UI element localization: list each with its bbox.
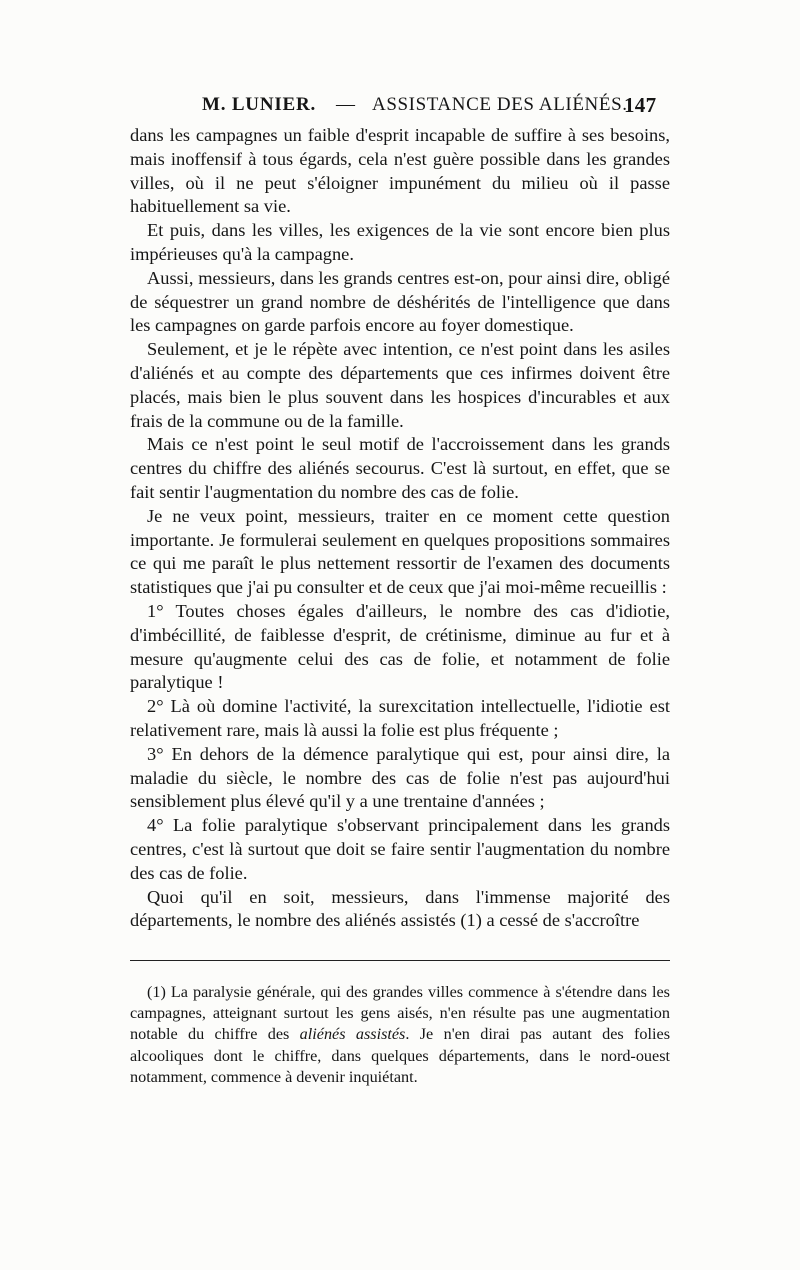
footnote-paragraph — [130, 982, 670, 1088]
paragraph: Je ne veux point, messieurs, traiter en ce moment cette question importante. Je formulerai seulement en quelques propositions sommaires ce qui me paraît le plus nettement ressortir de l'examen des documents statistiques que j'ai pu consulter et de ceux que j'ai moi-même recueillis : — [130, 505, 670, 598]
page-number: 147 — [624, 93, 657, 117]
body-text — [130, 124, 670, 933]
header-author: M. LUNIER. — [202, 94, 317, 115]
footnote-text-after: . Je n'en dirai pas autant des folies alcooliques dont le chiffre, dans quelques départements, dans le nord-ouest notamment, commence à devenir inquiétant. — [130, 1025, 670, 1086]
paragraph: 2° Là où domine l'activité, la surexcitation intellectuelle, l'idiotie est relativement rare, mais là aussi la folie est plus fréquente ; — [130, 696, 670, 740]
footnote — [130, 982, 670, 1088]
footnote-rule — [130, 960, 670, 961]
footnote-italic-term: aliénés assistés — [299, 1025, 406, 1044]
paragraph: 4° La folie paralytique s'observant principalement dans les grands centres, c'est là surtout que doit se faire sentir l'augmentation du nombre des cas de folie. — [130, 815, 670, 883]
paragraph: Et puis, dans les villes, les exigences de la vie sont encore bien plus impérieuses qu'à la campagne. — [130, 220, 670, 264]
paragraph: Mais ce n'est point le seul motif de l'accroissement dans les grands centres du chiffre des aliénés secourus. C'est là surtout, en effet, que se fait sentir l'augmentation du nombre des cas de folie. — [130, 434, 670, 502]
paragraph: Quoi qu'il en soit, messieurs, dans l'immense majorité des départements, le nombre des aliénés assistés (1) a cessé de s'accroître — [130, 886, 670, 931]
header-title: ASSISTANCE DES ALIÉNÉS. — [372, 94, 628, 115]
paragraph: 1° Toutes choses égales d'ailleurs, le nombre des cas d'idiotie, d'imbécillité, de faiblesse d'esprit, de crétinisme, diminue au fur et à mesure qu'augmente celui des cas de folie, et notamment de folie paralytique ! — [130, 600, 670, 693]
paragraph: 3° En dehors de la démence paralytique qui est, pour ainsi dire, la maladie du siècle, le nombre des cas de folie n'est pas aujourd'hui sensiblement plus élevé qu'il y a une trentaine d'années ; — [130, 743, 670, 812]
paragraph: dans les campagnes un faible d'esprit incapable de suffire à ses besoins, mais inoffensif à tous égards, cela n'est guère possible dans les grandes villes, où il ne peut s'éloigner impunément du milieu où il passe habituellement sa vie. — [130, 125, 670, 217]
paragraph: Seulement, et je le répète avec intention, ce n'est point dans les asiles d'aliénés et au compte des départements que ces infirmes doivent être placés, mais bien le plus souvent dans les hospices d'incurables et aux frais de la commune ou de la famille. — [130, 339, 670, 431]
paragraph: Aussi, messieurs, dans les grands centres est-on, pour ainsi dire, obligé de séquestrer un grand nombre de déshérités de l'intelligence que dans les campagnes on garde parfois encore au foyer domestique. — [130, 267, 670, 336]
footnote-text-before: (1) La paralysie générale, qui des grandes villes commence à s'étendre dans les campagnes, atteignant surtout les gens aisés, n'en résulte pas une augmentation notable du chiffre des — [130, 983, 670, 1044]
running-header — [130, 92, 670, 118]
header-separator: — — [336, 94, 356, 115]
